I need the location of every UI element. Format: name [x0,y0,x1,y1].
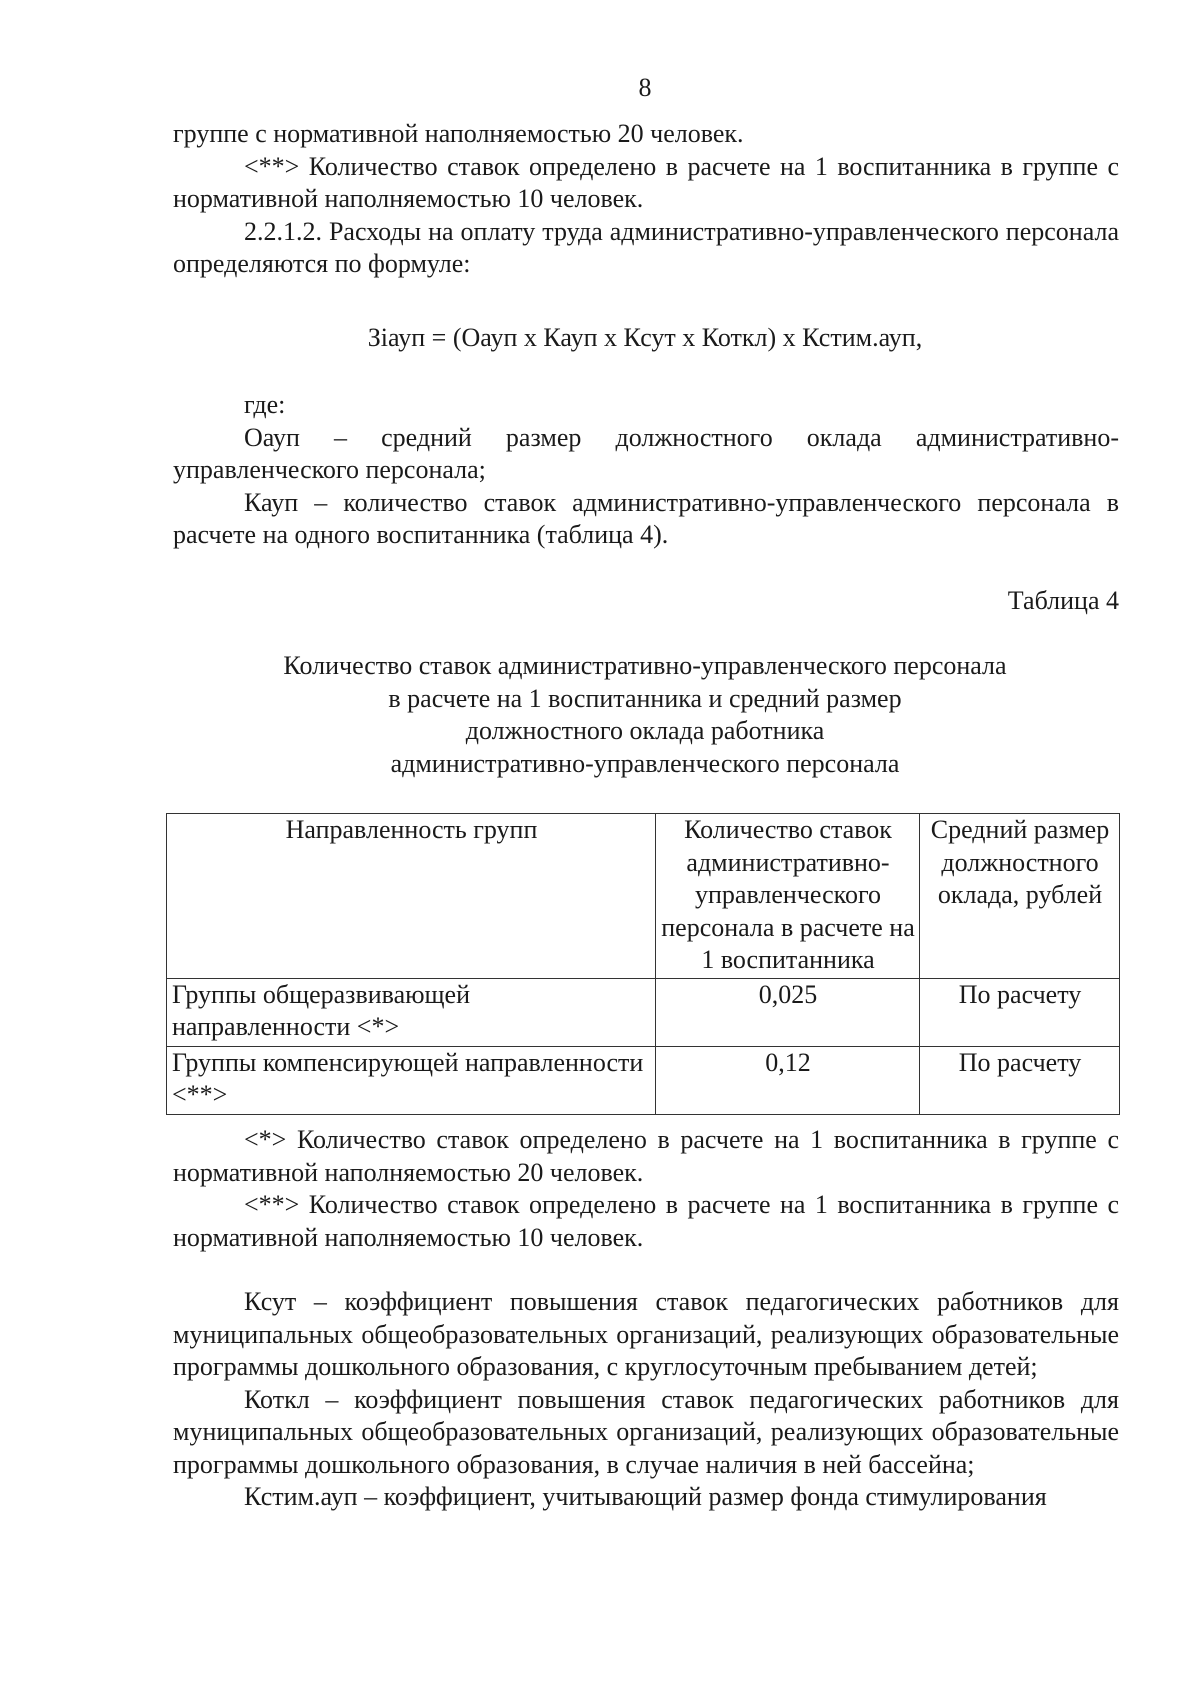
formula: Зiауп = (Оауп x Кауп x Ксут x Коткл) x Кстим.ауп, [367,323,923,352]
footnote-paragraph: <**> Количество ставок определено в расчете на 1 воспитанника в группе с нормативной наполняемостью 10 человек. [173,151,1119,213]
table-header-cell: Средний размер должностного оклада, рублей [920,814,1120,979]
paragraph-continuation: группе с нормативной наполняемостью 20 человек. [173,119,744,148]
table-caption [190,650,1100,780]
table-label: Таблица 4 [1007,586,1119,615]
definitions-block [173,389,1119,552]
table-cell: По расчету [920,978,1120,1046]
data-table [166,813,1120,1115]
table-header-row [167,814,1120,979]
table-header-cell: Количество ставок административно-управленческого персонала в расчете на 1 воспитанника [656,814,920,979]
definition-kaup: Кауп – количество ставок административно-управленческого персонала в расчете на одного воспитанника (таблица 4). [173,487,1119,549]
top-text-block [173,118,1119,281]
caption-line: в расчете на 1 воспитанника и средний размер [388,683,902,713]
table-notes-block [173,1124,1119,1254]
caption-line: Количество ставок административно-управленческого персонала [283,651,1007,680]
bottom-text-block [173,1286,1119,1514]
caption-line: должностного оклада работника [465,716,825,745]
table-note: <**> Количество ставок определено в расчете на 1 воспитанника в группе с нормативной наполняемостью 10 человек. [173,1190,1119,1252]
definition-kstim: Кстим.ауп – коэффициент, учитывающий размер фонда стимулирования [244,1482,1047,1511]
table-note: <*> Количество ставок определено в расчете на 1 воспитанника в группе с нормативной наполняемостью 20 человек. [173,1125,1119,1187]
caption-line: административно-управленческого персонала [390,748,900,778]
table-cell: 0,025 [656,978,920,1046]
definition-oaup: Оауп – средний размер должностного оклада административно-управленческого персонала; [173,422,1119,484]
section-paragraph: 2.2.1.2. Расходы на оплату труда административно-управленческого персонала определяются по формуле: [173,216,1119,278]
page-number: 8 [638,73,652,102]
definition-ksut: Ксут – коэффициент повышения ставок педагогических работников для муниципальных общеобразовательных организаций, реализующих образовательные программы дошкольного образования, с круглосуточным пребыванием детей; [173,1287,1119,1381]
table-cell: По расчету [920,1046,1120,1114]
table-header-cell: Направленность групп [167,814,656,979]
definition-where: где: [244,390,286,419]
table-row [167,1046,1120,1114]
table-cell: 0,12 [656,1046,920,1114]
table-cell: Группы общеразвивающей направленности <*> [167,978,656,1046]
definition-kotkl: Коткл – коэффициент повышения ставок педагогических работников для муниципальных общеобразовательных организаций, реализующих образовательные программы дошкольного образования, в случае наличия в ней бассейна; [173,1384,1119,1479]
table-cell: Группы компенсирующей направленности <**> [167,1046,656,1114]
table-row [167,978,1120,1046]
